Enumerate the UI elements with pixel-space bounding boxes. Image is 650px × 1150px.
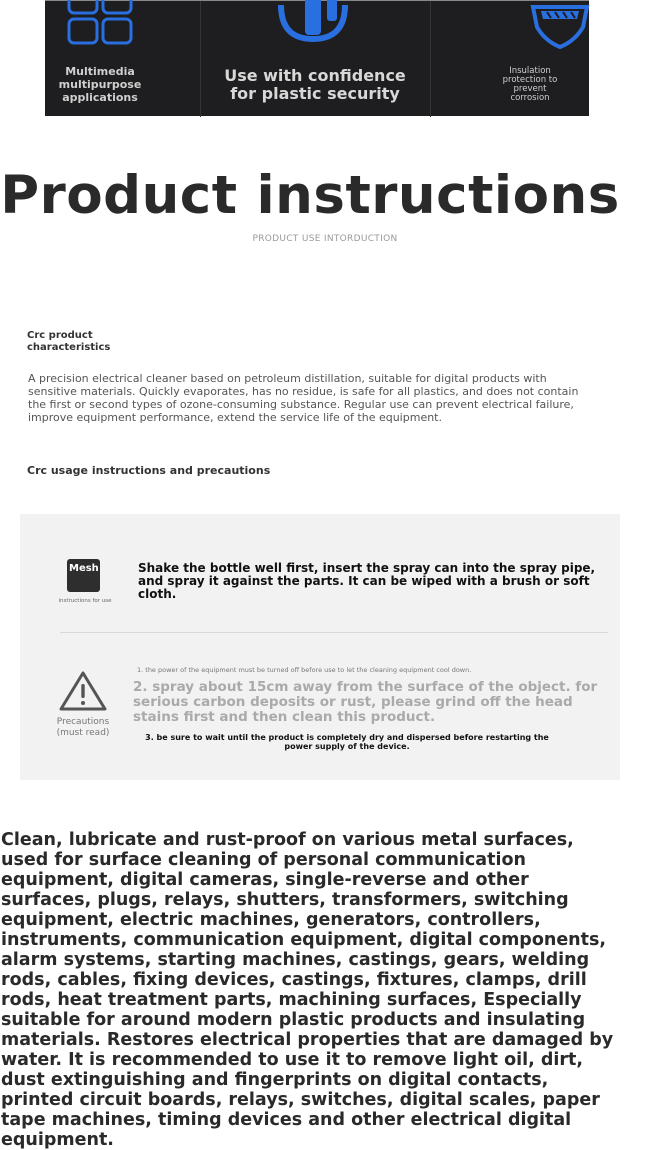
- page-subtitle: PRODUCT USE INTORDUCTION: [252, 234, 398, 244]
- feature-banner: [45, 0, 589, 116]
- instructions-panel: [20, 514, 620, 780]
- mesh-icon-text: Mesh: [69, 563, 99, 574]
- usage-step: Shake the bottle well first, insert the spray can into the spray pipe, and spray it against the parts. It can be wiped with a brush or soft cloth.: [138, 561, 596, 601]
- precaution-note: 3. be sure to wait until the product is completely dry and dispersed before restarting the power supply of the device.: [145, 733, 549, 751]
- mesh-icon: [67, 559, 100, 592]
- banner-item-multimedia: [45, 1, 155, 117]
- section-label-usage: Crc usage instructions and precautions: [27, 464, 271, 477]
- page-title: Product instructions: [0, 165, 620, 226]
- hook-icon: [275, 0, 355, 49]
- usage-description: Clean, lubricate and rust-proof on various metal surfaces, used for surface cleaning of personal communication equipment, digital cameras, single-reverse and other surfaces, plugs, relays, shutters, transformers, switching equipment, electric machines, generators, controllers, instruments, communication equipment, digital components, alarm systems, starting machines, castings, gears, welding rods, cables, fixing devices, castings, fixtures, clamps, drill rods, heat treatment parts, machining surfaces, Especially suitable for around modern plastic products and insulating materials. Restores electrical properties that are damaged by water. It is recommended to use it to remove light oil, dirt, dust extinguishing and fingerprints on digital contacts, printed circuit boards, relays, switches, digital scales, paper tape machines, timing devices and other electrical digital equipment.: [1, 830, 614, 1150]
- grid-icon: [67, 1, 133, 47]
- banner-item-label: Insulation protection to prevent corrosion: [502, 66, 558, 103]
- precaution-note: 1. the power of the equipment must be turned off before use to let the cleaning equipment cool down.: [137, 666, 472, 674]
- warning-icon: [57, 669, 109, 713]
- precaution-note: 2. spray about 15cm away from the surface of the object. for serious carbon deposits or rust, please grind off the head stains first and then clean this product.: [133, 679, 598, 725]
- banner-item-insulation: [475, 1, 589, 117]
- mesh-caption: instructions for use: [58, 598, 112, 604]
- banner-item-label: Multimedia multipurpose applications: [58, 65, 142, 104]
- banner-item-label: Use with confidence for plastic security: [224, 66, 406, 103]
- divider: [60, 632, 608, 633]
- section-label-characteristics: Crc product characteristics: [27, 330, 111, 353]
- banner-item-confidence: [200, 1, 430, 117]
- banner-divider: [430, 1, 431, 117]
- characteristics-text: A precision electrical cleaner based on petroleum distillation, suitable for digital products with sensitive materials. Quickly evaporates, has no residue, is safe for all plastics, and does not contain the first or second types of ozone-consuming substance. Regular use can prevent electrical failure, improve equipment performance, extend the service life of the equipment.: [28, 372, 579, 424]
- precautions-label: Precautions (must read): [56, 717, 110, 738]
- shield-icon: [525, 1, 595, 51]
